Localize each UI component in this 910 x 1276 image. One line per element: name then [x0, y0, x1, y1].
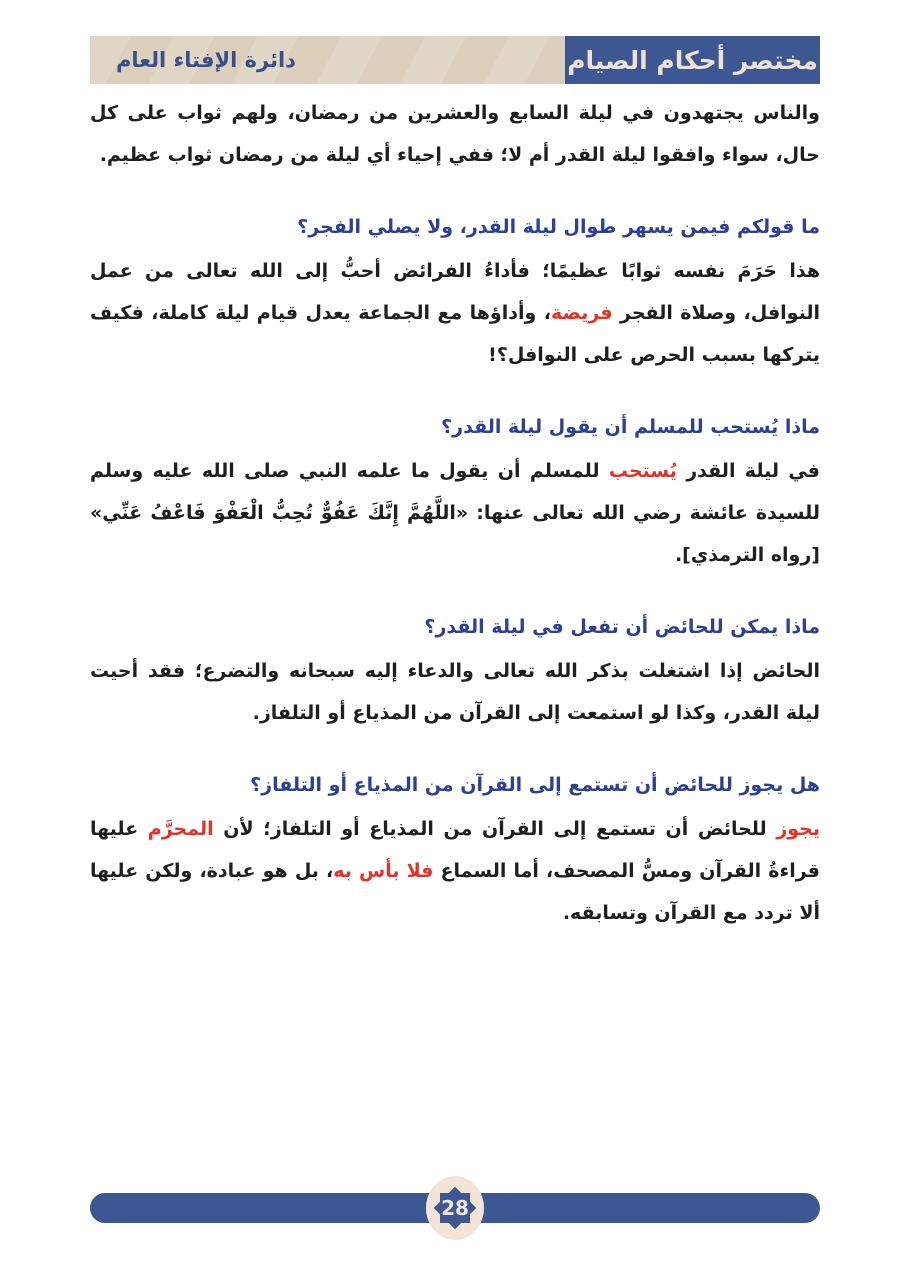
answer-2-text-end: للمسلم أن يقول ما علمه النبي صلى الله عليه وسلم للسيدة عائشة رضي الله تعالى عنها: «اللَّهُمَّ إِنَّكَ عَفُوٌّ تُحِبُّ الْعَفْوَ فَاعْفُ عَنِّي» [رواه الترمذي].: [90, 460, 820, 566]
question-2: ماذا يُستحب للمسلم أن يقول ليلة القدر؟: [441, 416, 820, 438]
intro-paragraph: [90, 92, 820, 176]
answer-2-highlight: يُستحب: [608, 460, 677, 482]
answer-1: [90, 250, 820, 376]
question-1: ما قولكم فيمن يسهر طوال ليلة القدر، ولا يصلي الفجر؟: [297, 216, 820, 238]
content-area: [90, 92, 820, 934]
answer-4-highlight-1: يجوز: [776, 818, 820, 840]
answer-4: [90, 808, 820, 934]
header-band: [90, 36, 820, 84]
page-number: 28: [441, 1196, 469, 1220]
answer-4-text-1: للحائض أن تستمع إلى القرآن من المذياع أو التلفاز؛ لأن: [213, 818, 777, 840]
intro-text: والناس يجتهدون في ليلة السابع والعشرين من رمضان، ولهم ثواب على كل حال، سواء وافقوا ليلة القدر أم لا؛ ففي إحياء أي ليلة من رمضان ثواب عظيم.: [90, 102, 820, 166]
answer-4-highlight-2: المحرَّم: [147, 818, 214, 840]
answer-2-text: في ليلة القدر: [676, 460, 820, 482]
answer-3: [90, 650, 820, 734]
answer-4-text-3: ، بل هو عبادة، ولكن عليها ألا تردد مع القرآن وتسابقه.: [90, 860, 820, 924]
answer-1-highlight: فريضة: [550, 302, 613, 324]
question-3: ماذا يمكن للحائض أن تفعل في ليلة القدر؟: [424, 616, 820, 638]
answer-4-highlight-3: فلا بأس به: [333, 860, 434, 882]
department-label: دائرة الإفتاء العام: [116, 48, 296, 72]
answer-1-text: هذا حَرَمَ نفسه ثوابًا عظيمًا؛ فأداءُ الفرائض أحبُّ إلى الله تعالى من عمل النوافل، وصلاة الفجر: [90, 260, 821, 324]
question-4: هل يجوز للحائض أن تستمع إلى القرآن من المذياع أو التلفاز؟: [250, 774, 820, 796]
answer-2: [90, 450, 820, 576]
answer-3-text: الحائض إذا اشتغلت بذكر الله تعالى والدعاء إليه سبحانه والتضرع؛ فقد أحيت ليلة القدر، وكذا لو استمعت إلى القرآن من المذياع أو التلفاز.: [90, 660, 820, 724]
page-number-badge: [426, 1176, 484, 1240]
title-box: [565, 36, 820, 84]
department-strip: [90, 36, 565, 84]
answer-1-text-end: ، وأداؤها مع الجماعة يعدل قيام ليلة كاملة، فكيف يتركها بسبب الحرص على النوافل؟!: [90, 302, 820, 366]
answer-4-text-2: عليها قراءةُ القرآن ومسُّ المصحف، أما السماع: [90, 818, 820, 882]
page-title: مختصر أحكام الصيام: [567, 45, 818, 75]
